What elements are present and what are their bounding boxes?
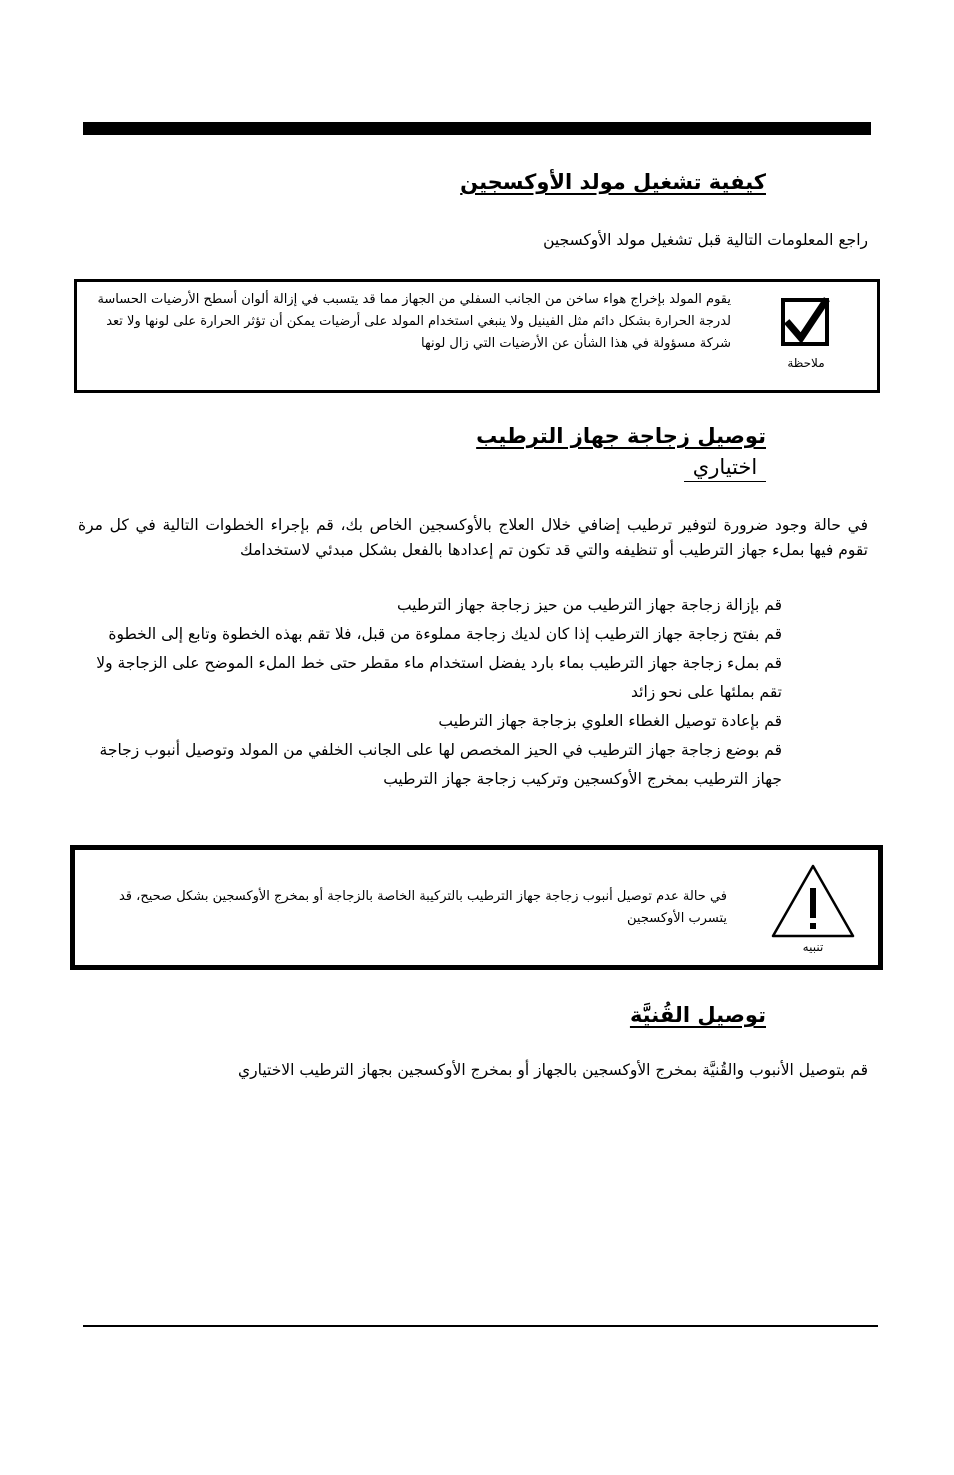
warning-text: في حالة عدم توصيل أنبوب زجاجة جهاز الترطيب بالتركيبة الخاصة بالزجاجة أو بمخرج الأوكسجين بشكل صحيح، قد يتسرب الأوكسجين (118, 889, 727, 926)
humidifier-steps (96, 591, 782, 794)
humidifier-subtitle: اختياري (684, 455, 766, 482)
top-rule (83, 122, 871, 135)
warning-box (70, 845, 883, 970)
note-text: يقوم المولد بإخراج هواء ساخن من الجانب السفلي من الجهاز مما قد يتسبب في إزالة ألوان أسطح الأرضيات الحساسة لدرجة الحرارة بشكل دائم مثل الفينيل ولا ينبغي استخدام المولد على أرضيات يمكن أن تؤثر الحرارة على لونها ولا تعد شركة مسؤولة في هذا الشأن عن الأرضيات التي زال لونها (97, 292, 731, 351)
note-icon (773, 294, 843, 378)
cannula-title: توصيل القُنيَّة (629, 1003, 766, 1027)
humidifier-intro: في حالة وجود ضرورة لتوفير ترطيب إضافي خلال العلاج بالأوكسجين الخاص بك، قم بإجراء الخطوات التالية في كل مرة تقوم فيها بملء جهاز الترطيب أو تنظيفه والتي قد تكون تم إعدادها بالفعل بشكل مبدئي لاستخدامك (78, 516, 868, 559)
humidifier-title: توصيل زجاجة جهاز الترطيب (476, 424, 766, 448)
bottom-rule (83, 1325, 878, 1327)
warning-icon (763, 860, 863, 960)
step-item: قم بإزالة زجاجة جهاز الترطيب من حيز زجاجة جهاز الترطيب (396, 596, 782, 614)
cannula-text: قم بتوصيل الأنبوب والقُنيَّة بمخرج الأوكسجين بالجهاز أو بمخرج الأوكسجين بجهاز الترطيب الاختياري (238, 1061, 868, 1079)
note-box (74, 279, 880, 393)
warning-triangle-icon (763, 860, 863, 944)
step-item: قم بملء زجاجة جهاز الترطيب بماء بارد يفضل استخدام ماء مقطر حتى خط الملء الموضح على الزجاجة ولا تقم بملئها على نحو زائد (96, 654, 782, 701)
step-item: قم بوضع زجاجة جهاز الترطيب في الحيز المخصص لها على الجانب الخلفي من المولد وتوصيل أنبوب زجاجة جهاز الترطيب بمخرج الأوكسجين وتركيب زجاجة جهاز الترطيب (99, 741, 782, 788)
warning-icon-label: تنبيه (802, 940, 824, 954)
operation-intro: راجع المعلومات التالية قبل تشغيل مولد الأوكسجين (543, 231, 868, 249)
step-item: قم بفتح زجاجة جهاز الترطيب إذا كان لديك زجاجة مملوءة من قبل، فلا تقم بهذه الخطوة وتابع إلى الخطوة (108, 625, 782, 643)
operation-title: كيفية تشغيل مولد الأوكسجين (460, 170, 766, 194)
note-icon-label: ملاحظة (787, 356, 825, 370)
step-item: قم بإعادة توصيل الغطاء العلوي بزجاجة جهاز الترطيب (438, 712, 782, 730)
